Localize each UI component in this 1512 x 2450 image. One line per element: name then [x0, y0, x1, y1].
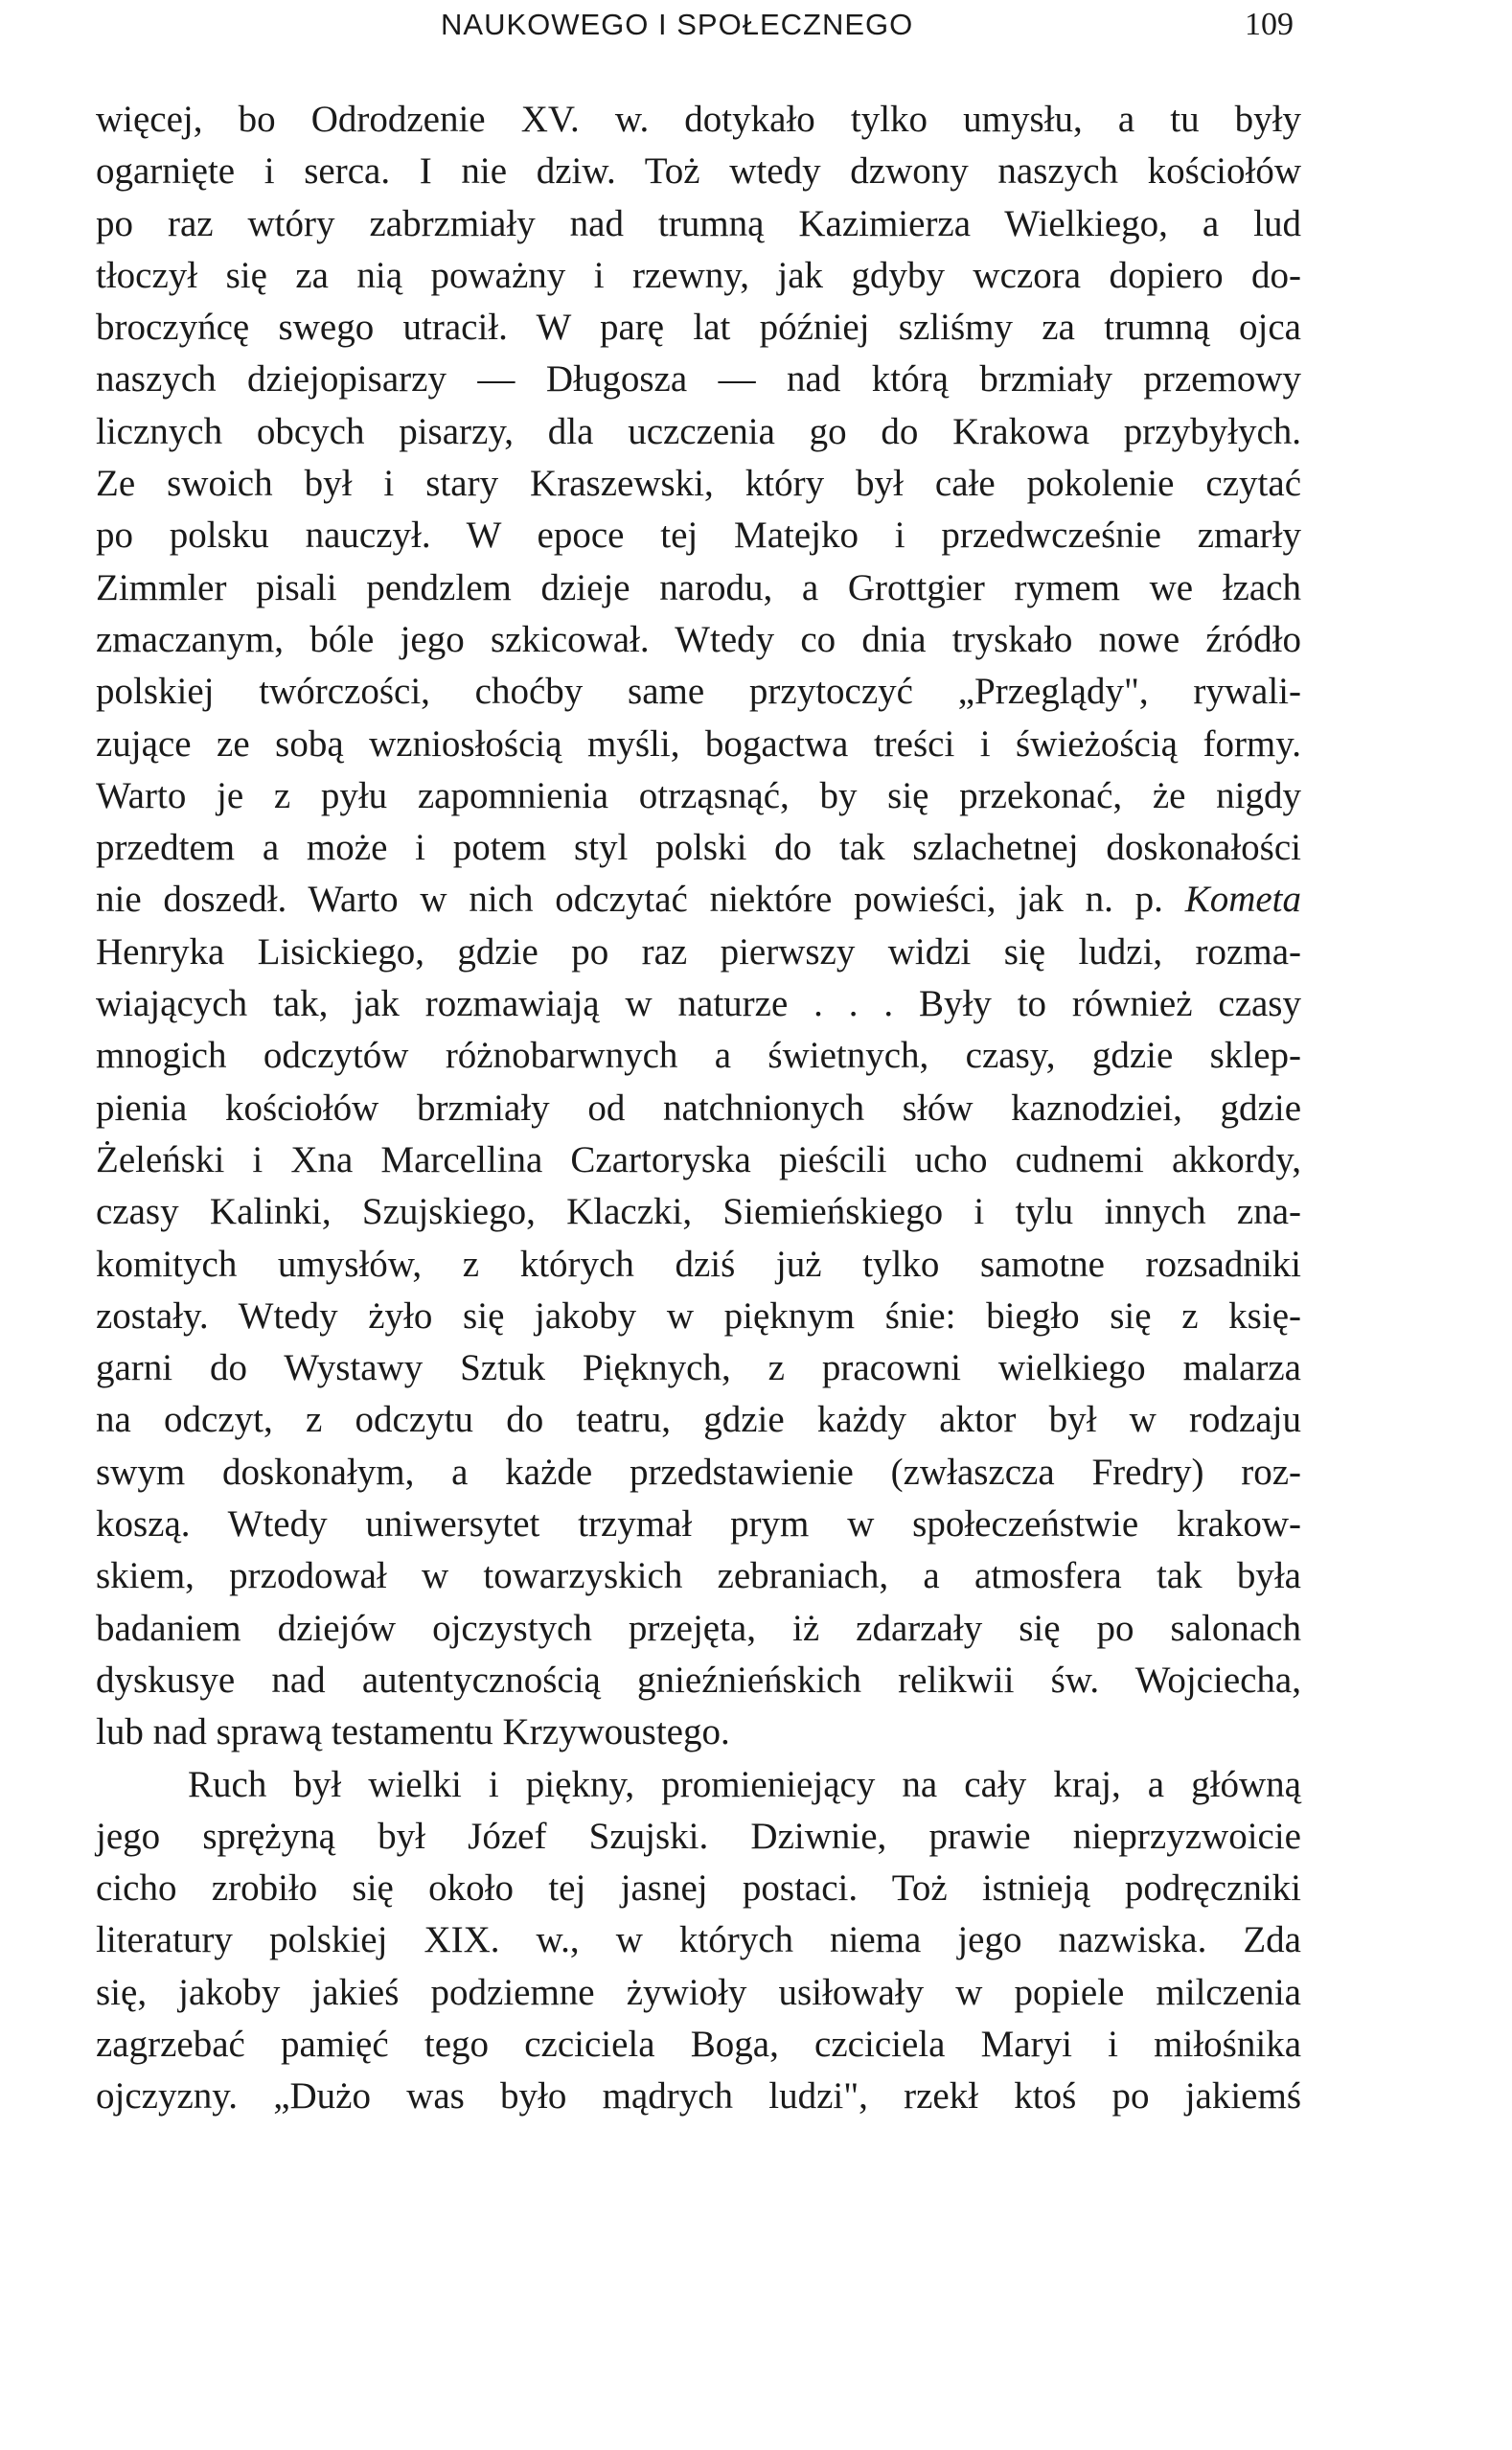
- text-line: cicho zrobiło się około tej jasnej postaci. Toż istnieją podręczniki: [96, 1867, 1301, 1910]
- page-number: 109: [1245, 7, 1294, 42]
- text-line: swym doskonałym, a każde przedstawienie (zwłaszcza Fredry) roz-: [96, 1451, 1301, 1493]
- text-line: komitych umysłów, z których dziś już tylko samotne rozsadniki: [96, 1243, 1301, 1285]
- text-line: mnogich odczytów różnobarwnych a świetnych, czasy, gdzie sklep-: [96, 1035, 1301, 1077]
- text-line-start: nie doszedł. Warto w nich odczytać niektóre powieści, jak n. p.: [96, 879, 1163, 921]
- running-head: [96, 6, 1303, 44]
- text-line: ojczyzny. „Dużo was było mądrych ludzi", rzekł ktoś po jakiemś: [96, 2075, 1301, 2118]
- text-line: zostały. Wtedy żyło się jakoby w pięknym śnie: biegło się z księ-: [96, 1294, 1301, 1337]
- text-line: więcej, bo Odrodzenie XV. w. dotykało tylko umysłu, a tu były: [96, 99, 1301, 140]
- body-text: [96, 94, 1301, 2123]
- text-line: zagrzebać pamięć tego czciciela Boga, czciciela Maryi i miłośnika: [96, 2023, 1301, 2065]
- text-line: licznych obcych pisarzy, dla uczczenia go do Krakowa przybyłych.: [96, 410, 1301, 452]
- text-line: badaniem dziejów ojczystych przejęta, iż zdarzały się po salonach: [96, 1607, 1301, 1649]
- text-line: dyskusye nad autentycznością gnieźnieńskich relikwii św. Wojciecha,: [96, 1659, 1301, 1701]
- paragraph-start-line: Ruch był wielki i piękny, promieniejący na cały kraj, a główną: [188, 1763, 1301, 1805]
- text-line: po polsku nauczył. W epoce tej Matejko i przedwcześnie zmarły: [96, 515, 1301, 557]
- text-line: Henryka Lisickiego, gdzie po raz pierwszy widzi się ludzi, rozma-: [96, 930, 1301, 973]
- text-line: tłoczył się za nią poważny i rzewny, jak gdyby wczora dopiero do-: [96, 254, 1301, 296]
- text-line-with-italic: [96, 874, 1301, 926]
- text-line: się, jakoby jakieś podziemne żywioły usiłowały w popiele milczenia: [96, 1971, 1301, 2013]
- paragraph-end-line: lub nad sprawą testamentu Krzywoustego.: [96, 1711, 730, 1753]
- italic-title: Kometa: [1184, 879, 1302, 921]
- text-line: pienia kościołów brzmiały od natchnionych słów kaznodziei, gdzie: [96, 1087, 1301, 1129]
- text-line: przedtem a może i potem styl polski do tak szlachetnej doskonałości: [96, 827, 1301, 869]
- text-line: wiających tak, jak rozmawiają w naturze . . . Były to również czasy: [96, 983, 1301, 1025]
- text-line: Ze swoich był i stary Kraszewski, który był całe pokolenie czytać: [96, 463, 1301, 505]
- text-line: broczyńcę swego utracił. W parę lat później szliśmy za trumną ojca: [96, 307, 1301, 349]
- text-line: polskiej twórczości, choćby same przytoczyć „Przeglądy", rywali-: [96, 671, 1301, 713]
- text-line: zmaczanym, bóle jego szkicował. Wtedy co dnia tryskało nowe źródło: [96, 618, 1301, 660]
- text-line: na odczyt, z odczytu do teatru, gdzie każdy aktor był w rodzaju: [96, 1399, 1301, 1441]
- text-line: Żeleński i Xna Marcellina Czartoryska pieścili ucho cudnemi akkordy,: [96, 1138, 1301, 1180]
- text-line: literatury polskiej XIX. w., w których niema jego nazwiska. Zda: [96, 1919, 1301, 1961]
- text-line: koszą. Wtedy uniwersytet trzymał prym w społeczeństwie krakow-: [96, 1503, 1301, 1546]
- text-line: czasy Kalinki, Szujskiego, Klaczki, Siemieńskiego i tylu innych zna-: [96, 1191, 1301, 1233]
- text-line: naszych dziejopisarzy — Długosza — nad którą brzmiały przemowy: [96, 358, 1301, 401]
- running-title: NAUKOWEGO I SPOŁECZNEGO: [441, 8, 914, 41]
- text-line: jego sprężyną był Józef Szujski. Dziwnie, prawie nieprzyzwoicie: [96, 1815, 1301, 1857]
- text-line: po raz wtóry zabrzmiały nad trumną Kazimierza Wielkiego, a lud: [96, 202, 1301, 244]
- text-line: ogarnięte i serca. I nie dziw. Toż wtedy dzwony naszych kościołów: [96, 150, 1301, 193]
- text-line: Warto je z pyłu zapomnienia otrząsnąć, by się przekonać, że nigdy: [96, 774, 1301, 816]
- text-line: garni do Wystawy Sztuk Pięknych, z pracowni wielkiego malarza: [96, 1347, 1301, 1389]
- text-line: skiem, przodował w towarzyskich zebraniach, a atmosfera tak była: [96, 1555, 1301, 1597]
- text-line: zujące ze sobą wzniosłością myśli, bogactwa treści i świeżością formy.: [96, 722, 1301, 765]
- text-line: Zimmler pisali pendzlem dzieje narodu, a Grottgier rymem we łzach: [96, 566, 1301, 608]
